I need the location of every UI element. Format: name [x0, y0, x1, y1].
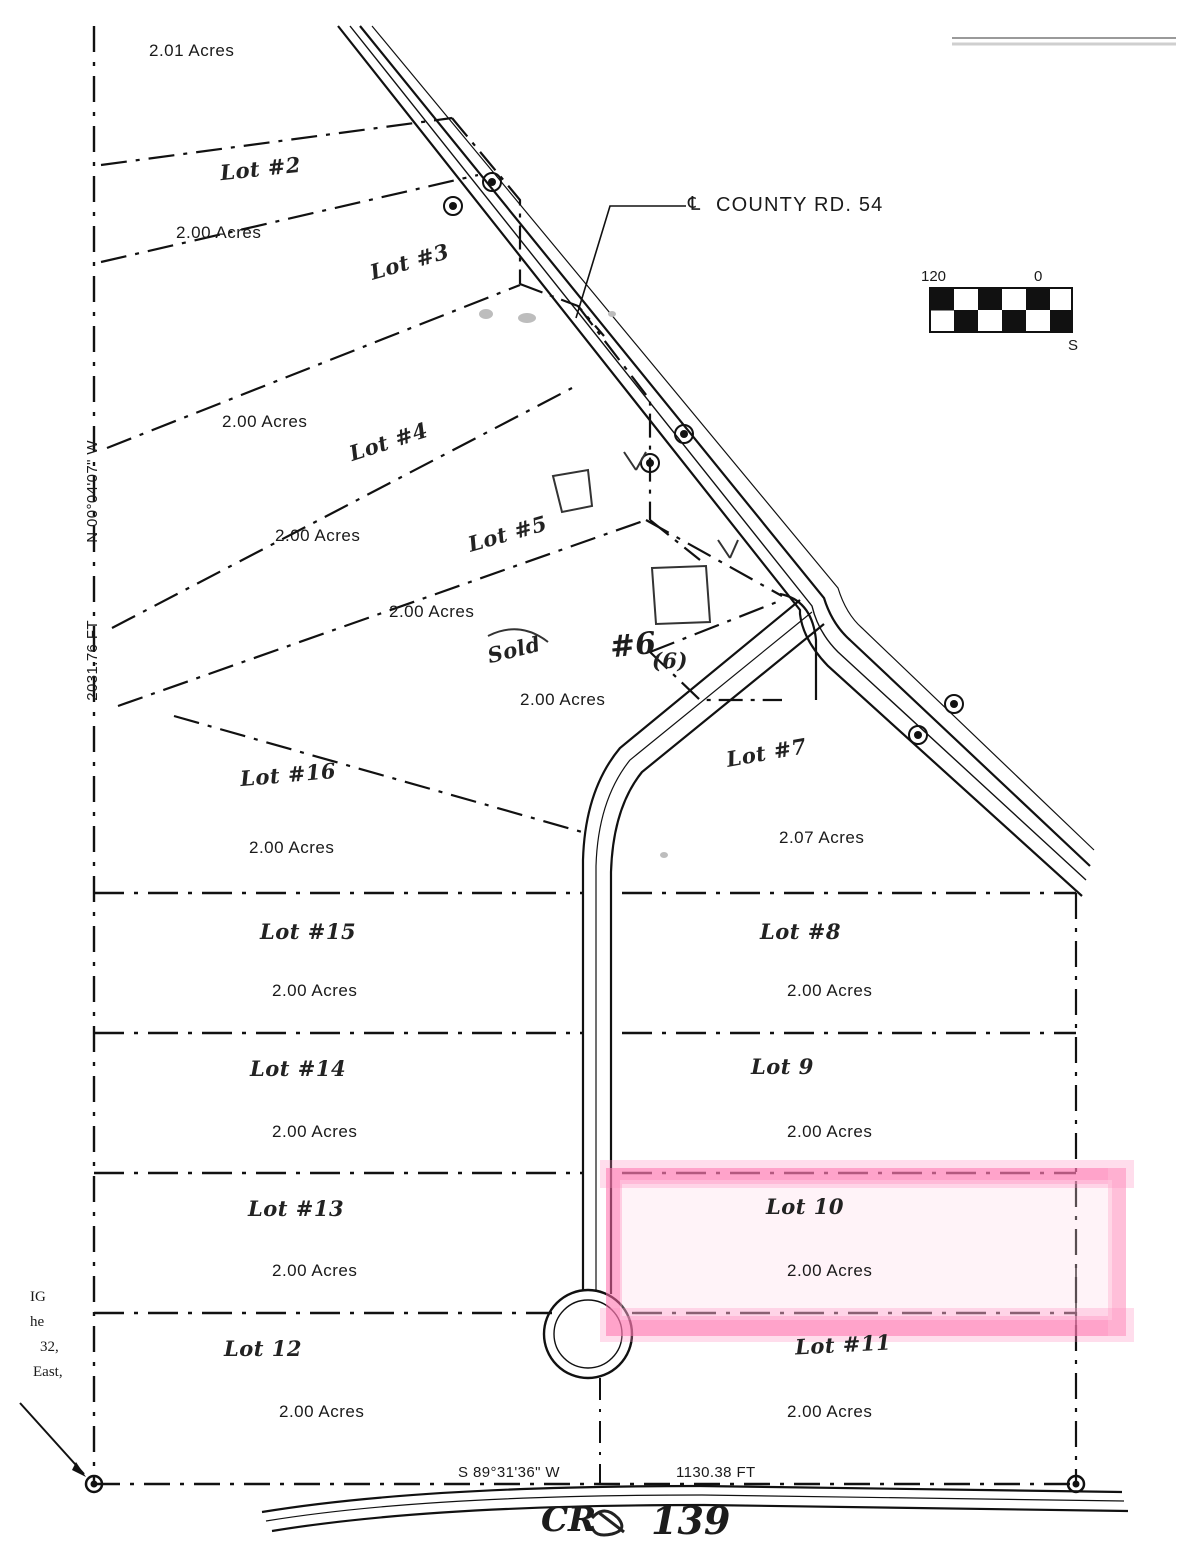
lot-acres-lot-12: 2.00 Acres — [279, 1402, 365, 1421]
lot-label-lot-15: Lot #15 — [260, 919, 357, 944]
lot-6-hand-mark: (6) — [652, 648, 688, 673]
bottom-road-number-label: 139 — [651, 1498, 731, 1543]
lot-acres-lot-16: 2.00 Acres — [249, 838, 335, 857]
bottom-road-prefix-label: CR — [541, 1500, 597, 1540]
lot-acres-lot-5: 2.00 Acres — [389, 602, 475, 621]
lot-acres-lot-6: 2.00 Acres — [520, 690, 606, 709]
lot-acres-lot-4: 2.00 Acres — [275, 526, 361, 545]
lot-label-lot-9: Lot 9 — [751, 1054, 814, 1079]
lot-label-lot-6: #6 — [608, 625, 658, 666]
lot-acres-lot-14: 2.00 Acres — [272, 1122, 358, 1141]
lot-label-lot-12: Lot 12 — [224, 1336, 303, 1361]
sold-annotation: Sold — [484, 630, 544, 669]
lot-label-lot-14: Lot #14 — [250, 1056, 347, 1081]
centerline-symbol: ℄ — [688, 194, 701, 215]
west-distance-label: 2031.76 FT — [84, 620, 101, 701]
lot-label-lot-5: Lot #5 — [465, 510, 550, 557]
margin-note-line-1: IG — [30, 1289, 46, 1305]
lot-label-lot-11: Lot #11 — [794, 1329, 892, 1360]
lot-label-lot-8: Lot #8 — [760, 919, 841, 944]
lot-acres-lot-9: 2.00 Acres — [787, 1122, 873, 1141]
lot-acres-lot-13: 2.00 Acres — [272, 1261, 358, 1280]
county-road-54-label: COUNTY RD. 54 — [716, 194, 884, 216]
scale-bar-corner-label: S — [1068, 337, 1079, 354]
lot-label-lot-3: Lot #3 — [367, 238, 452, 285]
lot-label-lot-13: Lot #13 — [248, 1196, 345, 1221]
lot-acres-lot-3: 2.00 Acres — [222, 412, 308, 431]
lot-acres-lot-2: 2.00 Acres — [176, 223, 262, 242]
lot-label-lot-16: Lot #16 — [239, 757, 338, 792]
lot-acres-lot-7: 2.07 Acres — [779, 828, 865, 847]
lot-acres-lot-11: 2.00 Acres — [787, 1402, 873, 1421]
scale-bar-right-label: 0 — [1034, 268, 1043, 285]
scale-bar-left-label: 120 — [921, 268, 947, 285]
south-distance-label: 1130.38 FT — [676, 1464, 756, 1481]
south-bearing-label: S 89°31'36" W — [458, 1464, 560, 1481]
lot-acres-lot-15: 2.00 Acres — [272, 981, 358, 1000]
scale-bar — [930, 288, 1072, 332]
lot-acres-lot-8: 2.00 Acres — [787, 981, 873, 1000]
lot-label-lot-4: Lot #4 — [346, 417, 431, 466]
west-bearing-label: N 00°04'07" W — [84, 440, 101, 543]
margin-note-line-2: he — [30, 1314, 45, 1330]
margin-note-line-3: 32, — [40, 1339, 59, 1355]
lot-acres-lot-10: 2.00 Acres — [787, 1261, 873, 1280]
lot-label-lot-7: Lot #7 — [724, 733, 809, 772]
lot-label-lot-10: Lot 10 — [766, 1194, 845, 1219]
lot-acres-top: 2.01 Acres — [149, 41, 235, 60]
lot-label-lot-2: Lot #2 — [218, 151, 303, 186]
margin-note-line-4: East, — [33, 1364, 63, 1380]
